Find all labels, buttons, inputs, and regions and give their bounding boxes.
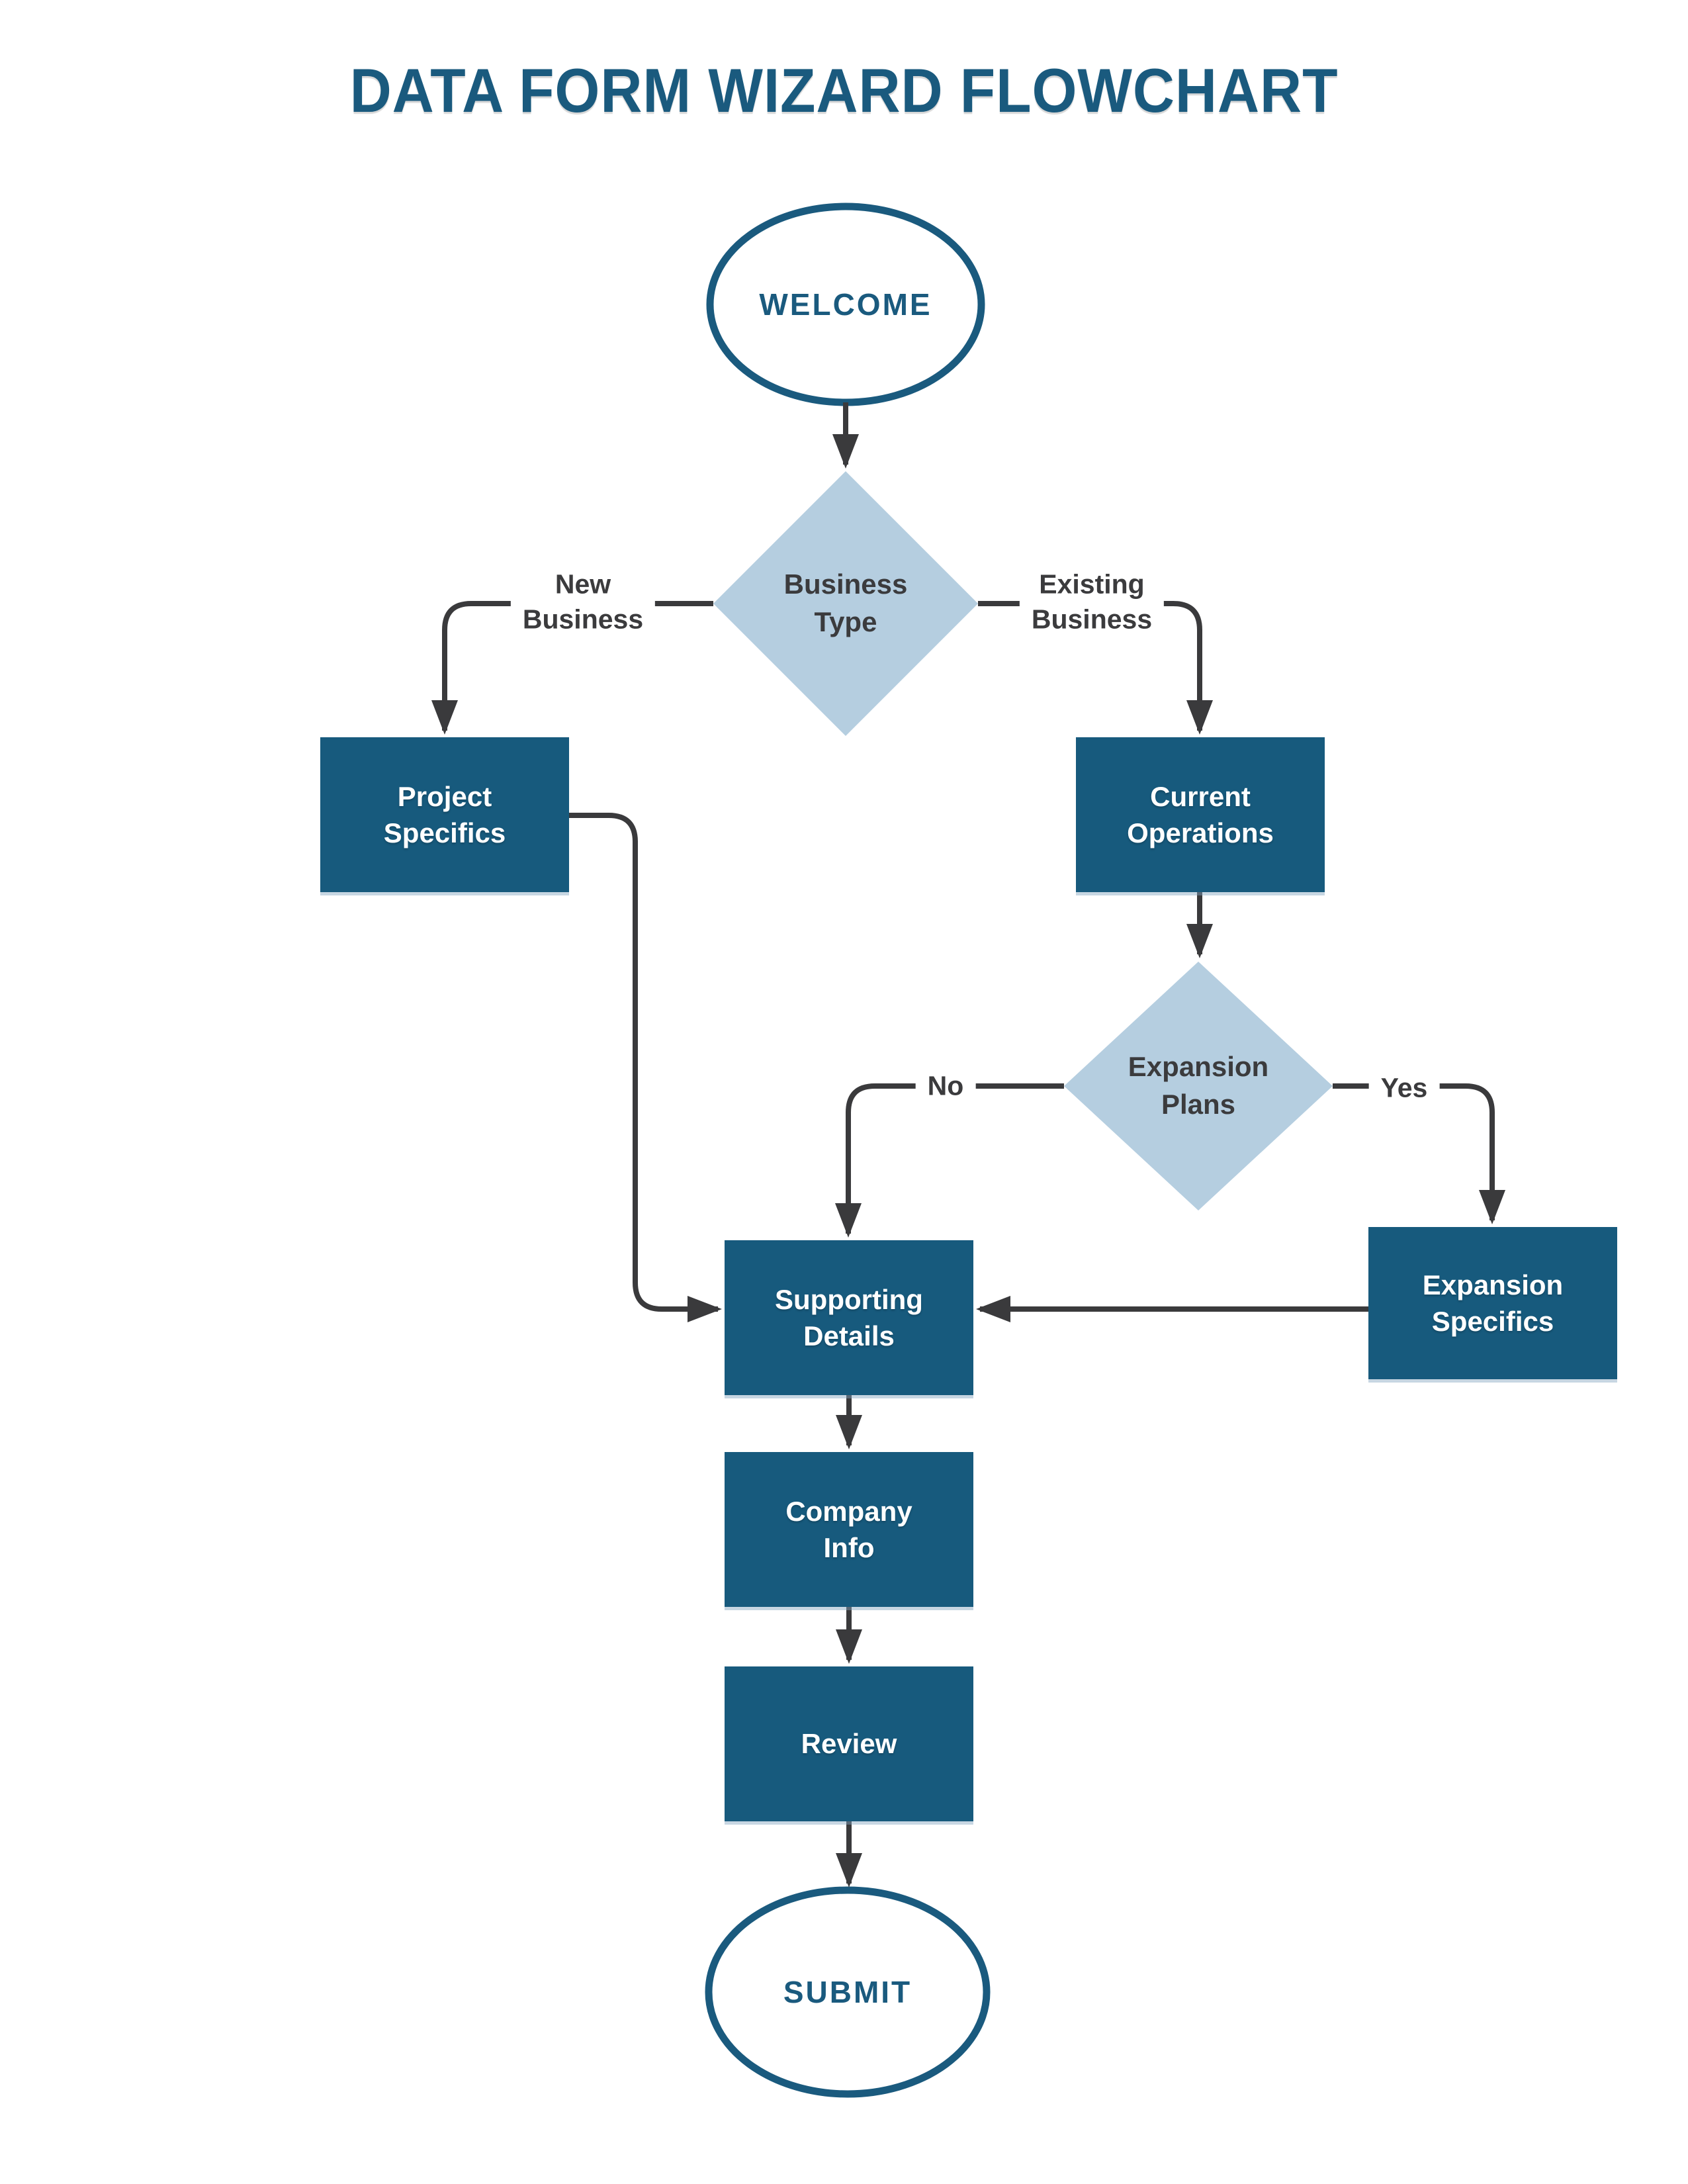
project-specifics-node bbox=[320, 737, 569, 892]
business-type-node bbox=[713, 537, 978, 670]
edge-label-new-business bbox=[511, 566, 655, 639]
review-label: Review bbox=[801, 1728, 897, 1760]
company-info-label-line2: Info bbox=[823, 1532, 875, 1563]
edge-label-new-business-line2: Business bbox=[522, 604, 644, 635]
edge-label-yes bbox=[1369, 1069, 1440, 1107]
submit-node bbox=[709, 1959, 987, 2025]
supporting-details-label-line1: Supporting bbox=[775, 1283, 923, 1315]
edge-expansion-plans-no-to-supporting-details bbox=[848, 1086, 1064, 1234]
submit-label: SUBMIT bbox=[783, 1975, 912, 2009]
current-operations-node bbox=[1076, 737, 1325, 892]
current-operations-label-line2: Operations bbox=[1127, 817, 1274, 848]
expansion-specifics-node bbox=[1368, 1227, 1617, 1379]
expansion-plans-label-line1: Expansion bbox=[1128, 1051, 1269, 1083]
welcome-label: WELCOME bbox=[759, 287, 932, 322]
current-operations-label-line1: Current bbox=[1150, 780, 1251, 812]
edge-label-existing-business-line2: Business bbox=[1031, 604, 1153, 635]
supporting-details-label-line2: Details bbox=[803, 1320, 895, 1351]
project-specifics-label-line2: Specifics bbox=[383, 817, 506, 848]
supporting-details-node bbox=[725, 1240, 973, 1395]
edge-label-new-business-line1: New bbox=[555, 569, 611, 600]
company-info-node bbox=[725, 1452, 973, 1607]
edge-label-existing-business bbox=[1020, 566, 1164, 639]
business-type-label-line2: Type bbox=[814, 606, 877, 637]
welcome-node bbox=[710, 271, 981, 338]
edge-label-yes-text: Yes bbox=[1380, 1072, 1428, 1103]
review-node bbox=[725, 1666, 973, 1821]
expansion-specifics-label-line2: Specifics bbox=[1431, 1306, 1554, 1337]
edge-label-existing-business-line1: Existing bbox=[1039, 569, 1145, 600]
edge-label-no bbox=[916, 1067, 976, 1105]
expansion-plans-label-line2: Plans bbox=[1161, 1089, 1236, 1120]
project-specifics-label-line1: Project bbox=[397, 780, 492, 812]
company-info-label-line1: Company bbox=[785, 1495, 912, 1527]
page-title: DATA FORM WIZARD FLOWCHART bbox=[349, 56, 1339, 125]
business-type-label-line1: Business bbox=[783, 569, 908, 600]
expansion-specifics-label-line1: Expansion bbox=[1422, 1269, 1564, 1300]
edge-label-no-text: No bbox=[927, 1070, 964, 1101]
edge-project-specifics-to-supporting-details bbox=[568, 815, 718, 1309]
expansion-plans-node bbox=[1066, 1020, 1331, 1152]
